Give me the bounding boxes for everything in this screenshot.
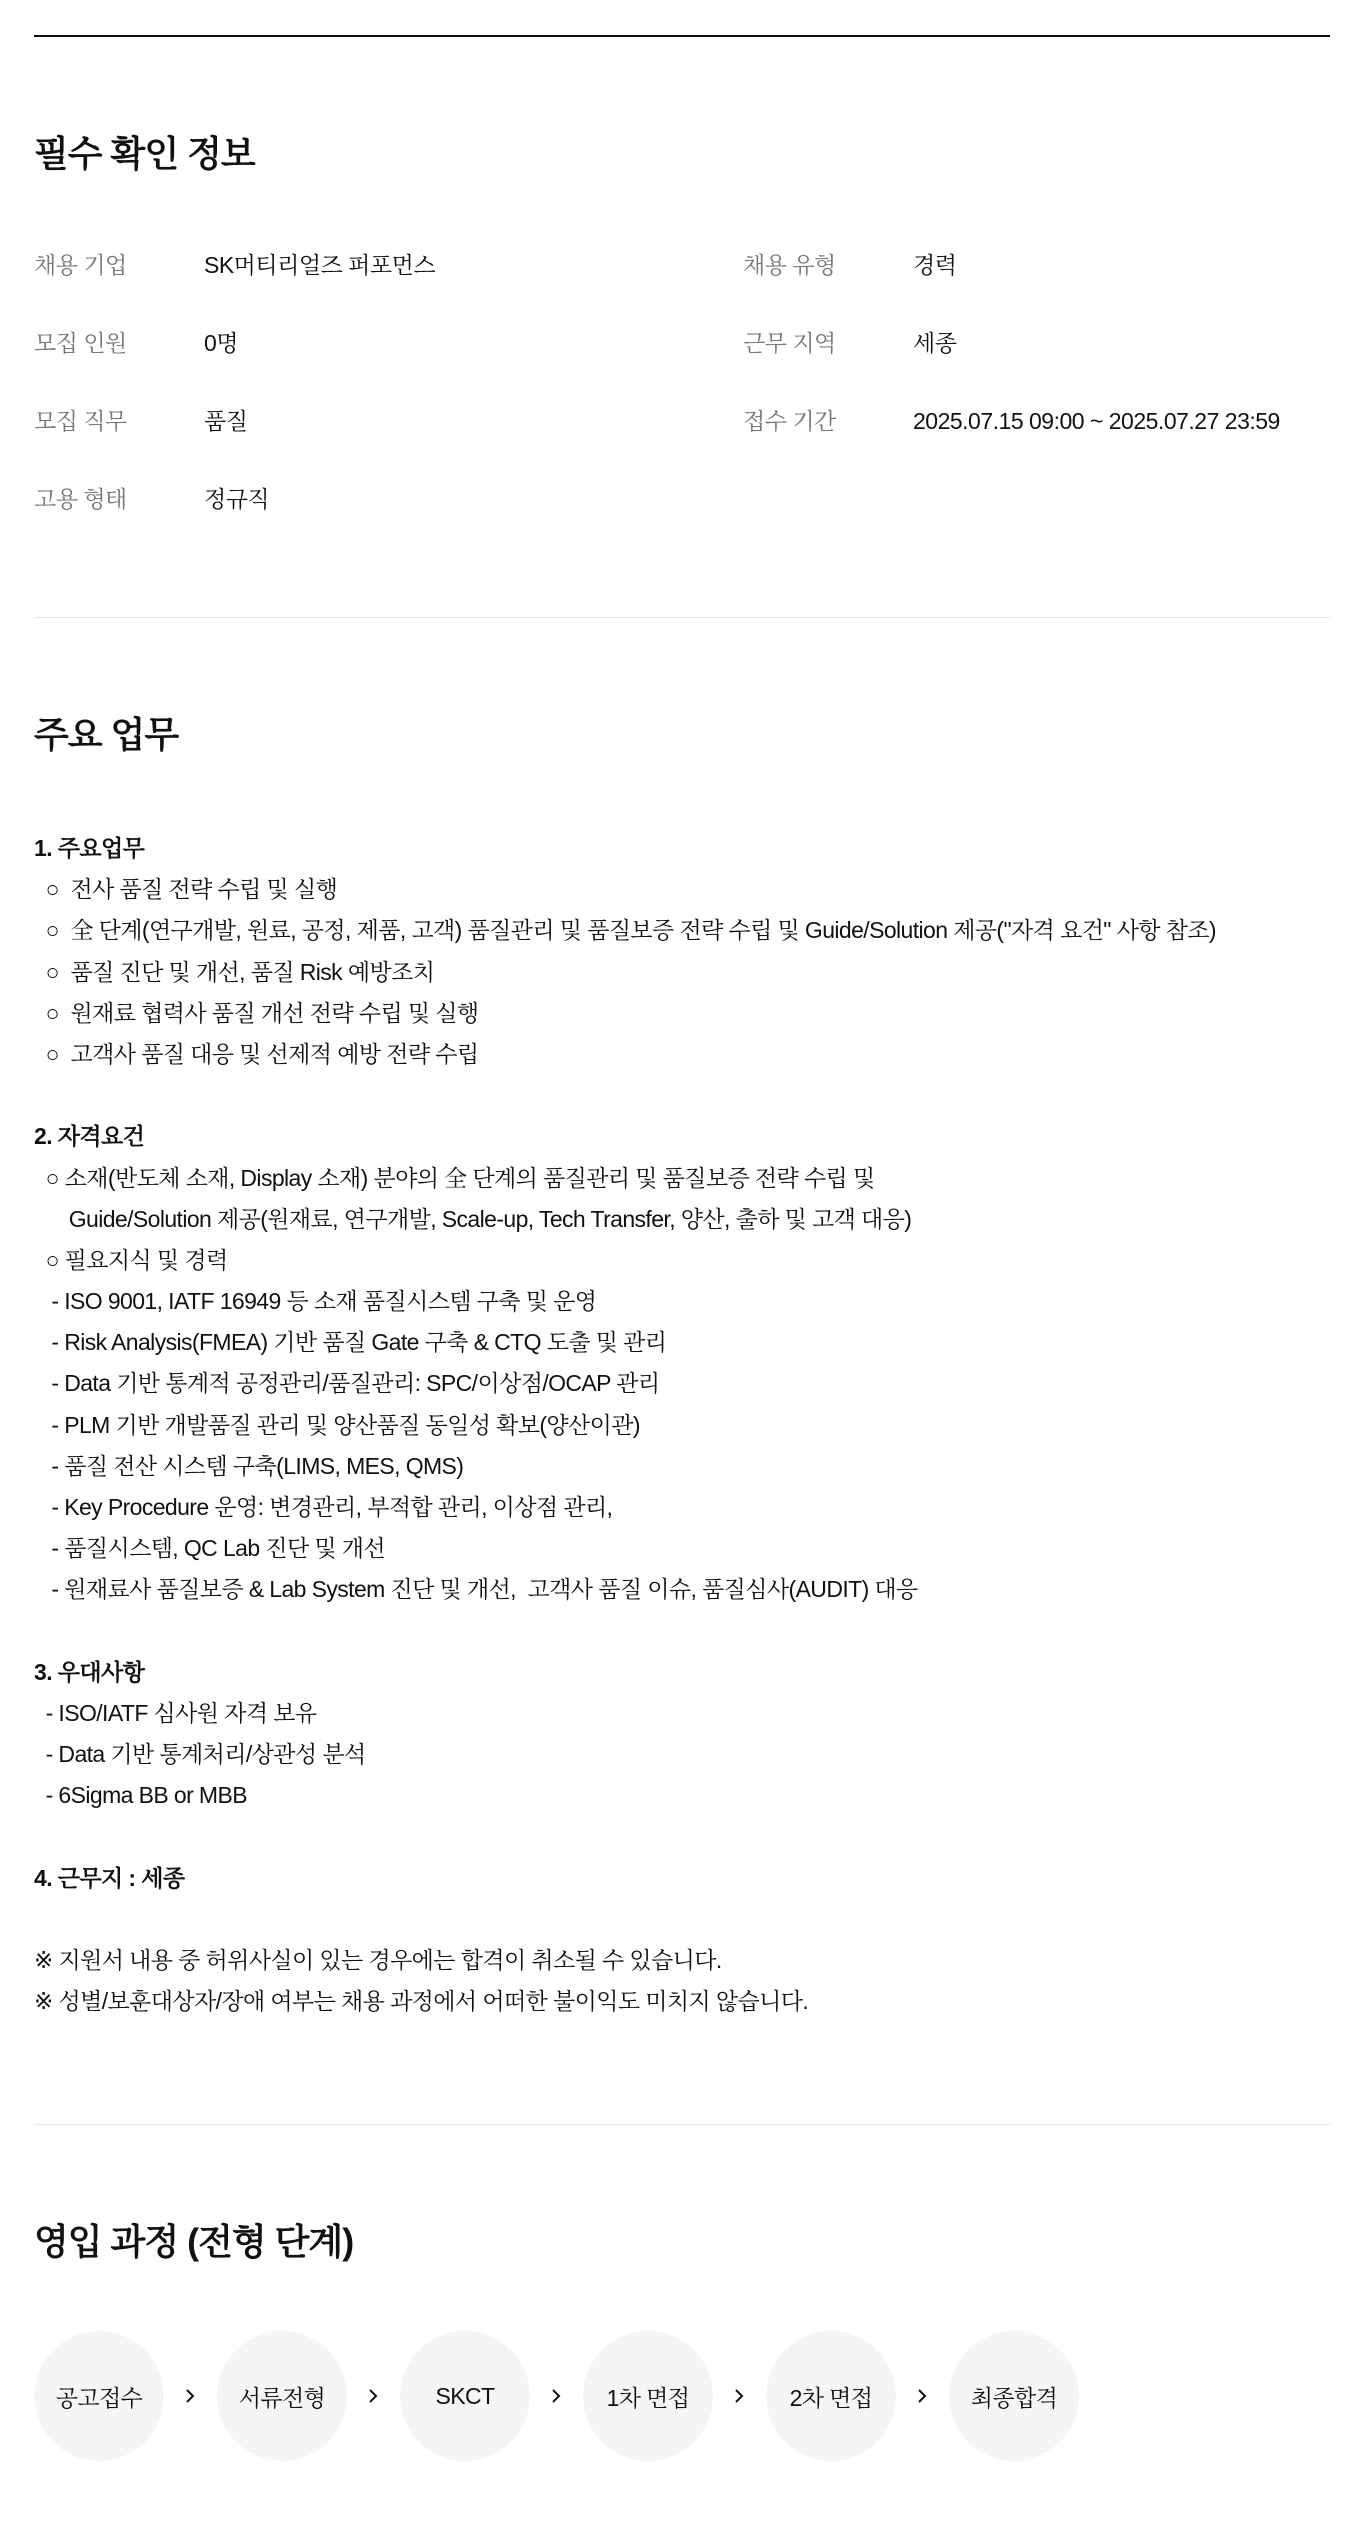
process-steps: [34, 2331, 1330, 2461]
content-line: ○ 원재료 협력사 품질 개선 전략 수립 및 실행: [34, 999, 479, 1026]
content-line: - PLM 기반 개발품질 관리 및 양산품질 동일성 확보(양산이관): [34, 1411, 640, 1438]
process-step: 서류전형: [217, 2331, 347, 2461]
content-line: [34, 1611, 1330, 1652]
process-step: 2차 면접: [766, 2331, 896, 2461]
top-divider: [34, 35, 1330, 37]
content-line: - 품질시스템, QC Lab 진단 및 개선: [34, 1535, 386, 1562]
info-section-title: 필수 확인 정보: [34, 133, 255, 174]
content-line: [34, 1817, 1330, 1858]
content-line: ※ 성별/보훈대상자/장애 여부는 채용 과정에서 어떠한 불이익도 미치지 않습니다.: [34, 1988, 809, 2015]
content-line: ○ 품질 진단 및 개선, 품질 Risk 예방조치: [34, 958, 435, 985]
info-value: 2025.07.15 09:00 ~ 2025.07.27 23:59: [913, 408, 1280, 434]
content-line: - 6Sigma BB or MBB: [34, 1782, 247, 1809]
content-line: - Key Procedure 운영: 변경관리, 부적합 관리, 이상점 관리,: [34, 1494, 613, 1520]
content-line: ○ 필요지식 및 경력: [34, 1246, 228, 1273]
info-value: 품질: [204, 408, 248, 434]
info-value: 정규직: [204, 486, 270, 512]
process-step: SKCT: [400, 2331, 530, 2461]
info-value: SK머티리얼즈 퍼포먼스: [204, 252, 436, 278]
content-line: [34, 1899, 1330, 1940]
content-line: - ISO 9001, IATF 16949 등 소재 품질시스템 구축 및 운영: [34, 1288, 597, 1315]
content-line: [34, 1075, 1330, 1116]
content-line: ○ 소재(반도체 소재, Display 소재) 분야의 全 단계의 품질관리 및 품질보증 전략 수립 및: [34, 1164, 875, 1191]
process-section-title: 영입 과정 (전형 단계): [34, 2221, 354, 2262]
content-line: ○ 전사 품질 전략 수립 및 실행: [34, 876, 338, 903]
content-line: - Data 기반 통계적 공정관리/품질관리: SPC/이상점/OCAP 관리: [34, 1370, 660, 1397]
chevron-right-icon: [547, 2387, 565, 2405]
content-line: ※ 지원서 내용 중 허위사실이 있는 경우에는 합격이 취소될 수 있습니다.: [34, 1947, 722, 1974]
content-line: ○ 全 단계(연구개발, 원료, 공정, 제품, 고객) 품질관리 및 품질보증 전략 수립 및 Guide/Solution 제공("자격 요건" 사항 참조): [34, 917, 1216, 944]
section-divider: [34, 2124, 1330, 2125]
process-step: 공고접수: [34, 2331, 164, 2461]
process-step: 최종합격: [949, 2331, 1079, 2461]
chevron-right-icon: [364, 2387, 382, 2405]
content-line: - Risk Analysis(FMEA) 기반 품질 Gate 구축 & CTQ 도출 및 관리: [34, 1329, 667, 1356]
duties-section-title: 주요 업무: [34, 714, 179, 755]
content-line: - ISO/IATF 심사원 자격 보유: [34, 1699, 317, 1726]
info-value: 0명: [204, 330, 239, 356]
section-divider: [34, 617, 1330, 618]
content-line: - Data 기반 통계처리/상관성 분석: [34, 1741, 366, 1768]
info-label: 고용 형태: [34, 486, 127, 512]
duties-content: [34, 828, 1330, 2022]
info-value: 경력: [913, 252, 957, 278]
content-heading: 2. 자격요건: [34, 1123, 145, 1150]
content-line: - 원재료사 품질보증 & Lab System 진단 및 개선, 고객사 품질 이슈, 품질심사(AUDIT) 대응: [34, 1576, 918, 1603]
chevron-right-icon: [181, 2387, 199, 2405]
process-step: 1차 면접: [583, 2331, 713, 2461]
info-label: 접수 기간: [743, 408, 836, 434]
info-label: 채용 기업: [34, 252, 127, 278]
info-label: 근무 지역: [743, 330, 836, 356]
content-heading: 4. 근무지 : 세종: [34, 1864, 185, 1891]
info-label: 채용 유형: [743, 252, 836, 278]
content-line: ○ 고객사 품질 대응 및 선제적 예방 전략 수립: [34, 1040, 479, 1067]
content-heading: 1. 주요업무: [34, 835, 145, 861]
content-line: - 품질 전산 시스템 구축(LIMS, MES, QMS): [34, 1452, 464, 1479]
info-value: 세종: [913, 330, 957, 356]
chevron-right-icon: [913, 2387, 931, 2405]
chevron-right-icon: [730, 2387, 748, 2405]
info-label: 모집 직무: [34, 408, 127, 434]
content-heading: 3. 우대사항: [34, 1658, 145, 1685]
content-line: Guide/Solution 제공(원재료, 연구개발, Scale-up, Tech Transfer, 양산, 출하 및 고객 대응): [34, 1205, 912, 1232]
info-label: 모집 인원: [34, 330, 127, 356]
